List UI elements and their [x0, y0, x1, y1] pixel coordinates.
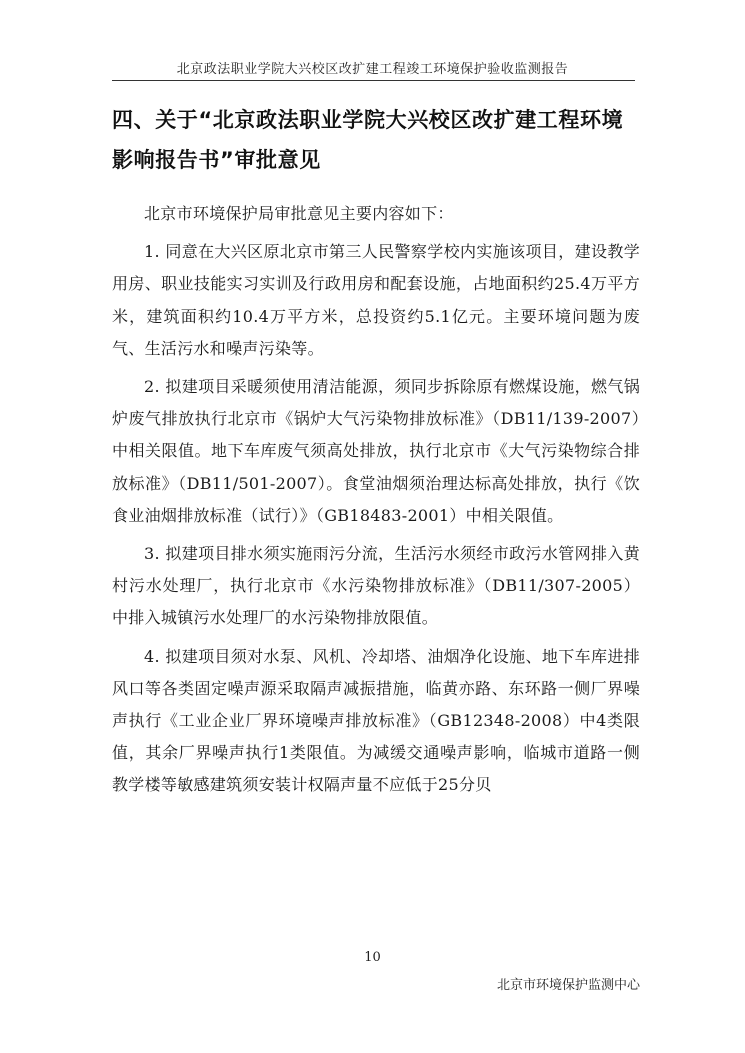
header-rule: [112, 80, 635, 81]
paragraph-item-2: 2. 拟建项目采暖须使用清洁能源，须同步拆除原有燃煤设施，燃气锅炉废气排放执行北京市《锅炉大气污染物排放标准》（DB11/139-2007）中相关限值。地下车库废气须高处排放，执行北京市《大气污染物综合排放标准》（DB11/501-2007）。食堂油烟须治理达标高处排放，执行《饮食业油烟排放标准（试行）》（GB18483-2001）中相关限值。: [112, 377, 640, 525]
paragraph-item-3: 3. 拟建项目排水须实施雨污分流，生活污水须经市政污水管网排入黄村污水处理厂，执行北京市《水污染物排放标准》（DB11/307-2005）中排入城镇污水处理厂的水污染物排放限值。: [112, 544, 640, 628]
paragraph-intro: 北京市环境保护局审批意见主要内容如下：: [144, 204, 454, 223]
body-text: [112, 198, 640, 802]
paragraph-item-4: 4. 拟建项目须对水泵、风机、冷却塔、油烟净化设施、地下车库进排风口等各类固定噪声源采取隔声减振措施，临黄亦路、东环路一侧厂界噪声执行《工业企业厂界环境噪声排放标准》（GB12348-2008）中4类限值，其余厂界噪声执行1类限值。为减缓交通噪声影响，临城市道路一侧教学楼等敏感建筑须安装计权隔声量不应低于25分贝: [112, 646, 640, 795]
footer-organization: 北京市环境保护监测中心: [496, 978, 640, 993]
paragraph-item-1: 1. 同意在大兴区原北京市第三人民警察学校内实施该项目，建设教学用房、职业技能实习实训及行政用房和配套设施，占地面积约25.4万平方米，建筑面积约10.4万平方米，总投资约5.1亿元。主要环境问题为废气、生活污水和噪声污染等。: [112, 242, 640, 358]
page-number: 10: [364, 950, 381, 965]
running-header: 北京政法职业学院大兴校区改扩建工程竣工环境保护验收监测报告: [176, 62, 569, 77]
section-title: 四、关于“北京政法职业学院大兴校区改扩建工程环境影响报告书”审批意见: [112, 108, 624, 172]
